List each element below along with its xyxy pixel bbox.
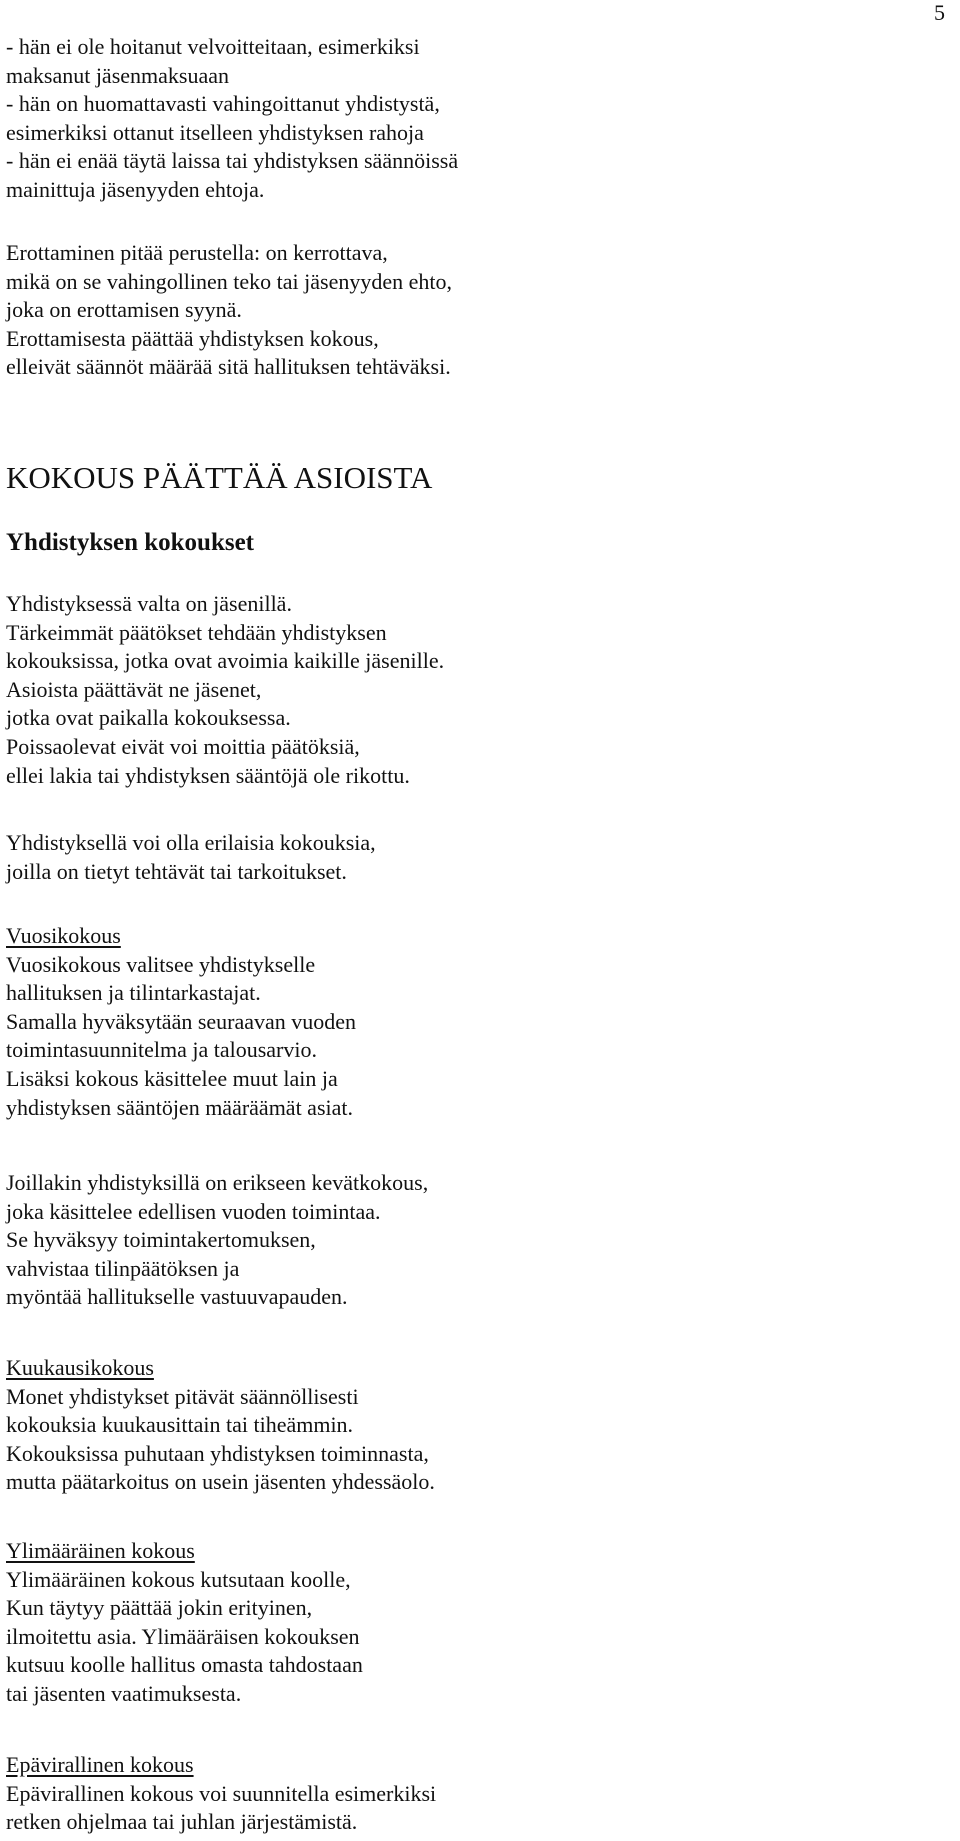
paragraph-line: Monet yhdistykset pitävät säännöllisesti	[6, 1383, 359, 1409]
paragraph-line: Samalla hyväksytään seuraavan vuoden	[6, 1008, 357, 1034]
paragraph-line: hallituksen ja tilintarkastajat.	[6, 980, 261, 1006]
paragraph-line: Tärkeimmät päätökset tehdään yhdistyksen	[6, 619, 387, 645]
list-item: esimerkiksi ottanut itselleen yhdistyksen rahoja	[6, 119, 424, 145]
dismissal-paragraph	[6, 239, 926, 382]
monthly-meeting-title: Kuukausikokous	[6, 1355, 154, 1380]
paragraph-line: retken ohjelmaa tai juhlan järjestämistä.	[6, 1809, 358, 1835]
annual-meeting-section	[6, 922, 926, 1122]
paragraph-line: Ylimääräinen kokous kutsutaan koolle,	[6, 1566, 351, 1592]
paragraph-line: ilmoitettu asia. Ylimääräisen kokouksen	[6, 1623, 360, 1649]
paragraph-line: Joillakin yhdistyksillä on erikseen kevätkokous,	[6, 1170, 429, 1195]
main-heading: KOKOUS PÄÄTTÄÄ ASIOISTA	[6, 460, 433, 495]
paragraph-line: vahvistaa tilinpäätöksen ja	[6, 1255, 240, 1281]
paragraph-line: Epävirallinen kokous voi suunnitella esimerkiksi	[6, 1780, 437, 1806]
sub-heading: Yhdistyksen kokoukset	[6, 529, 255, 556]
paragraph-line: kokouksia kuukausittain tai tiheämmin.	[6, 1412, 354, 1438]
paragraph-line: Erottamisesta päättää yhdistyksen kokous,	[6, 325, 379, 351]
list-item: - hän on huomattavasti vahingoittanut yhdistystä,	[6, 91, 440, 117]
dismissal-reasons-list	[6, 33, 926, 205]
annual-meeting-title: Vuosikokous	[6, 923, 121, 948]
paragraph-line: elleivät säännöt määrää sitä hallituksen tehtäväksi.	[6, 354, 451, 380]
paragraph-line: Se hyväksyy toimintakertomuksen,	[6, 1227, 316, 1253]
paragraph-line: jotka ovat paikalla kokouksessa.	[6, 705, 291, 731]
list-item: - hän ei enää täytä laissa tai yhdistyksen säännöissä	[6, 148, 459, 174]
list-item: - hän ei ole hoitanut velvoitteitaan, esimerkiksi	[6, 34, 420, 59]
paragraph-line: joka käsittelee edellisen vuoden toimintaa.	[6, 1198, 381, 1224]
extra-meeting-title: Ylimääräinen kokous	[6, 1538, 195, 1563]
paragraph-line: myöntää hallitukselle vastuuvapauden.	[6, 1284, 348, 1310]
page-number: 5	[934, 0, 945, 25]
paragraph-line: mutta päätarkoitus on usein jäsenten yhdessäolo.	[6, 1469, 435, 1495]
informal-meeting-title: Epävirallinen kokous	[6, 1752, 194, 1777]
paragraph-line: joka on erottamisen syynä.	[6, 297, 242, 323]
paragraph-line: joilla on tietyt tehtävät tai tarkoitukset.	[6, 858, 347, 884]
paragraph-line: Kun täytyy päättää jokin erityinen,	[6, 1595, 313, 1621]
paragraph-line: Yhdistyksellä voi olla erilaisia kokouksia,	[6, 830, 376, 855]
paragraph-line: toimintasuunnitelma ja talousarvio.	[6, 1037, 317, 1063]
paragraph-line: kutsuu koolle hallitus omasta tahdostaan	[6, 1652, 363, 1678]
extra-meeting-section	[6, 1537, 926, 1709]
paragraph-line: Vuosikokous valitsee yhdistykselle	[6, 951, 316, 977]
list-item: maksanut jäsenmaksuaan	[6, 62, 229, 88]
paragraph-line: Yhdistyksessä valta on jäsenillä.	[6, 591, 292, 616]
paragraph-line: kokouksissa, jotka ovat avoimia kaikille jäsenille.	[6, 648, 445, 674]
meetings-intro-paragraph	[6, 590, 926, 790]
paragraph-line: Poissaolevat eivät voi moittia päätöksiä,	[6, 733, 360, 759]
meeting-types-paragraph	[6, 829, 926, 886]
list-item: mainittuja jäsenyyden ehtoja.	[6, 176, 265, 202]
spring-meeting-paragraph	[6, 1169, 926, 1312]
paragraph-line: ellei lakia tai yhdistyksen sääntöjä ole rikottu.	[6, 762, 410, 788]
paragraph-line: tai jäsenten vaatimuksesta.	[6, 1680, 242, 1706]
informal-meeting-section	[6, 1751, 926, 1837]
paragraph-line: Kokouksissa puhutaan yhdistyksen toiminnasta,	[6, 1440, 429, 1466]
paragraph-line: Lisäksi kokous käsittelee muut lain ja	[6, 1065, 338, 1091]
paragraph-line: Erottaminen pitää perustella: on kerrottava,	[6, 240, 388, 265]
paragraph-line: yhdistyksen sääntöjen määräämät asiat.	[6, 1094, 353, 1120]
paragraph-line: Asioista päättävät ne jäsenet,	[6, 676, 262, 702]
paragraph-line: mikä on se vahingollinen teko tai jäsenyyden ehto,	[6, 268, 453, 294]
monthly-meeting-section	[6, 1354, 926, 1497]
